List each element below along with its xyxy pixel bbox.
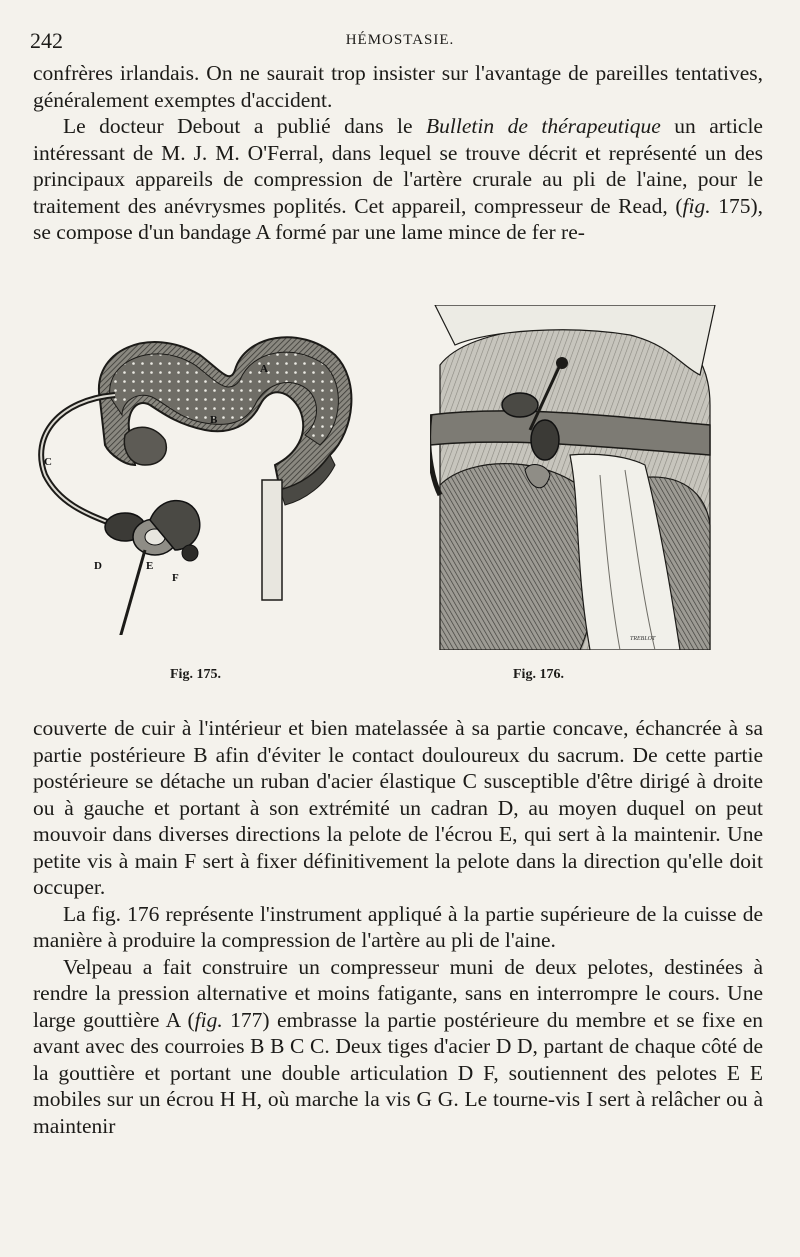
top-text (33, 60, 763, 246)
label-f: F (172, 572, 179, 584)
running-head: HÉMOSTASIE. (345, 32, 455, 48)
bottom-text (33, 715, 763, 1139)
figure-175-illustration (30, 305, 360, 635)
screw-rod (118, 550, 145, 635)
paragraph: confrères irlandais. On ne saurait trop insister sur l'avantage de pareilles tentatives, généralement exemptes d'accident. (33, 61, 763, 112)
label-a: A (260, 363, 268, 375)
label-d: D (94, 560, 102, 572)
paragraph: couverte de cuir à l'intérieur et bien matelassée à sa partie concave, échancrée à sa partie postérieure B afin d'éviter le contact douloureux du sacrum. De cette partie postérieure se détache un ruban d'acier élastique C susceptible d'être dirigé à droite ou à gauche et portant à son extrémité un cadran D, au moyen duquel on peut mouvoir dans diverses directions la pelote de l'écrou E, qui sert à la maintenir. Une petite vis à main F sert à fixer définitivement la pelote dans la direction qu'elle doit occuper. (33, 716, 763, 899)
applied-pad (531, 420, 559, 460)
applied-dial (502, 393, 538, 417)
caption-fig-176: Fig. 176. (513, 667, 564, 682)
label-b: B (210, 414, 218, 426)
label-c: C (44, 456, 52, 468)
label-e: E (146, 560, 154, 572)
page-header (30, 28, 770, 56)
figure-176-illustration (430, 305, 720, 650)
engraver-signature: TREBLOT (630, 636, 656, 642)
paragraph: Le docteur Debout a publié dans le Bulletin de thérapeutique un article intéressant de M. J. M. O'Ferral, dans lequel se trouve décrit et représenté un des principaux appareils de compression de l'artère crurale au pli de l'aine, pour le traitement des anévrysmes poplités. Cet appareil, compresseur de Read, (fig. 175), se compose d'un bandage A formé par une lame mince de fer re- (33, 114, 763, 244)
paragraph: La fig. 176 représente l'instrument appliqué à la partie supérieure de la cuisse de manière à produire la compression de l'artère au pli de l'aine. (33, 901, 763, 952)
paragraph: Velpeau a fait construire un compresseur muni de deux pelotes, destinées à rendre la pression alternative et moins fatigante, sans en interrompre le cours. Une large gouttière A (fig. 177) embrasse la partie postérieure du membre et se fixe en avant avec des courroies B B C C. Deux tiges d'acier D D, partant de chaque côté de la gouttière et portant une double articulation D F, soutiennent des pelotes E E mobiles sur un écrou H H, où marche la vis G G. Le tourne-vis I sert à relâcher ou à maintenir (33, 954, 763, 1138)
caption-fig-175: Fig. 175. (170, 667, 221, 682)
leather-strap (262, 480, 282, 600)
page-number: 242 (30, 28, 63, 53)
figures-area (30, 305, 770, 690)
thumb-screw-f (182, 545, 198, 561)
buckle-pad (124, 427, 166, 465)
